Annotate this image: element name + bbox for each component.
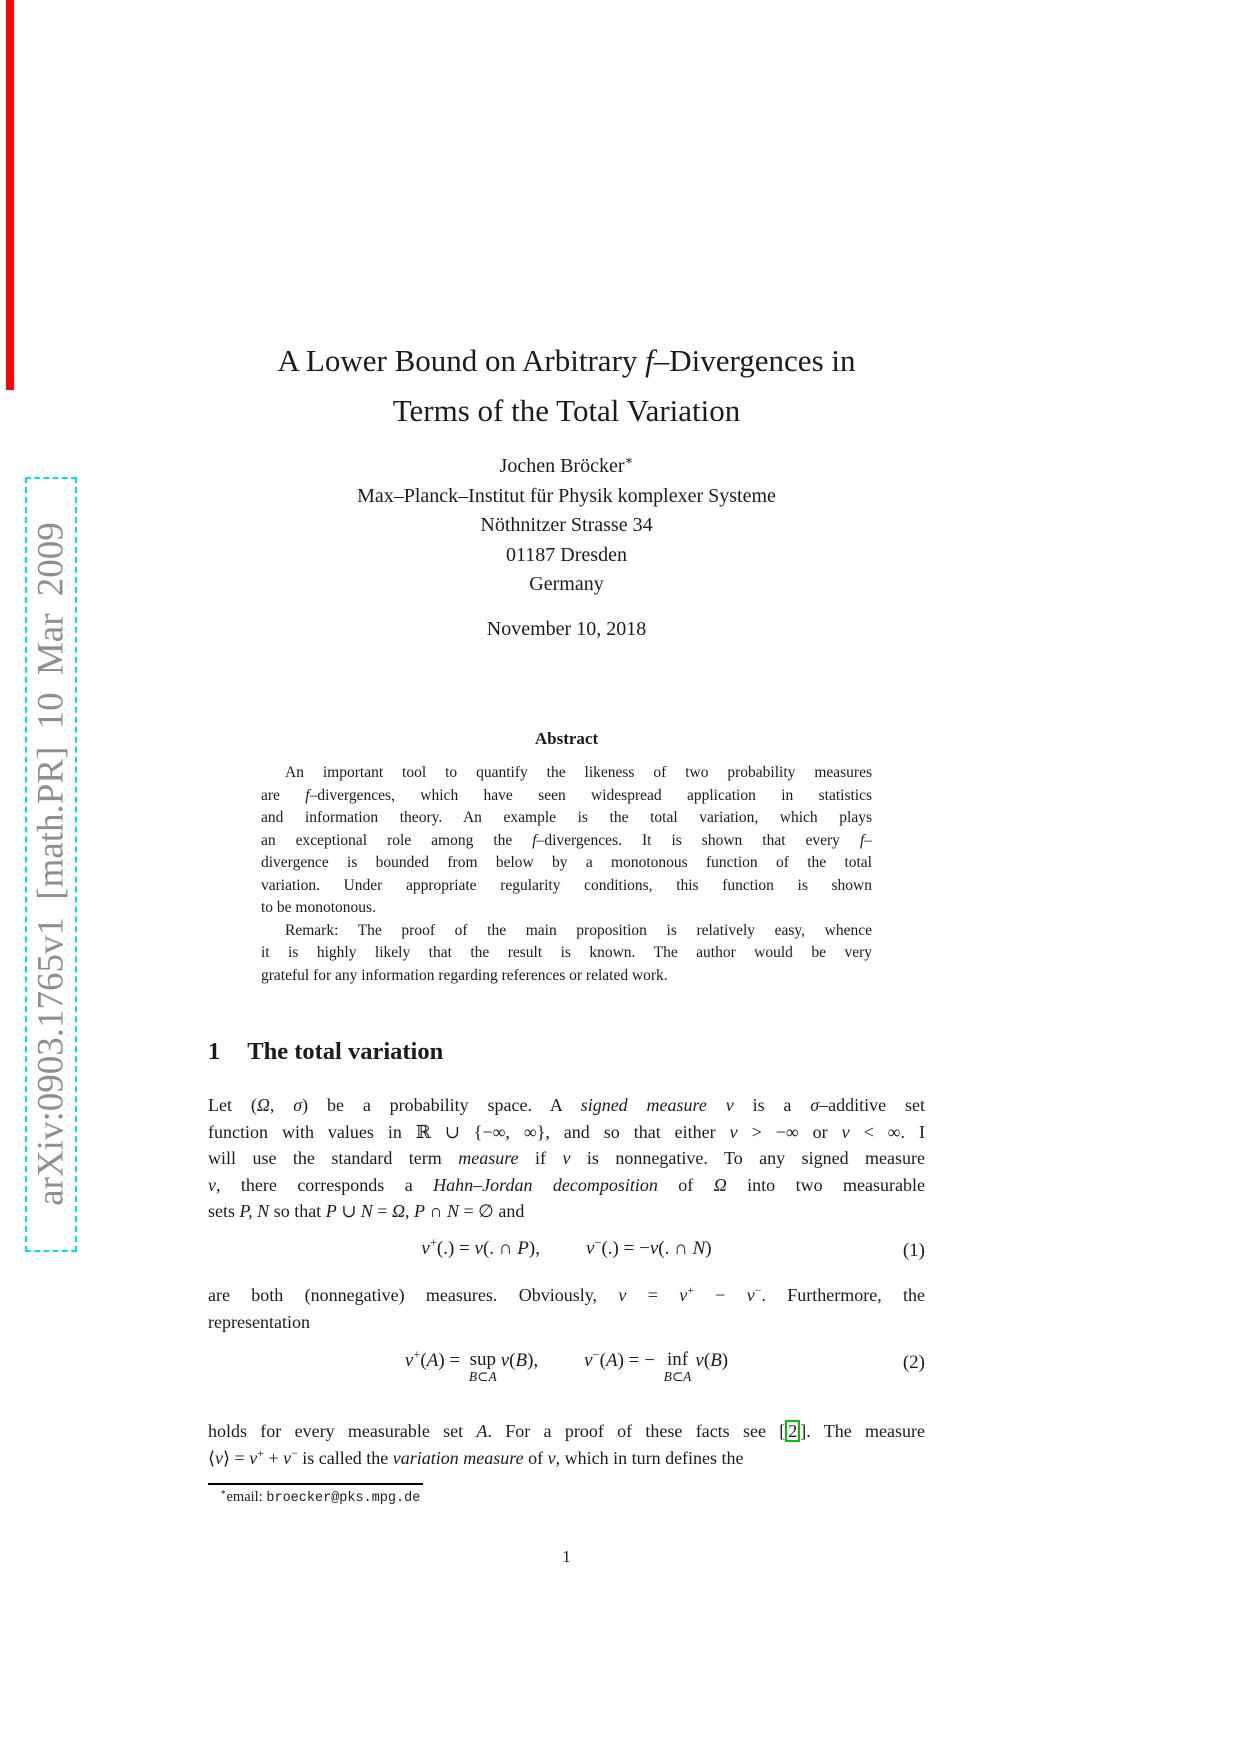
- text-segment: σ: [293, 1095, 303, 1115]
- text-segment: measure: [458, 1148, 519, 1168]
- equation-2-part-c: [584, 1347, 660, 1371]
- equation-1: [208, 1235, 925, 1261]
- text-segment: Terms of the Total Variation: [392, 393, 741, 428]
- text-segment: of: [523, 1447, 548, 1468]
- text-segment: ν: [547, 1447, 556, 1468]
- text-segment: Ω: [713, 1174, 727, 1195]
- text-segment: ⟩ =: [223, 1447, 250, 1468]
- text-segment: =: [372, 1201, 392, 1221]
- text-segment: ν: [618, 1285, 627, 1305]
- text-segment: ∪: [336, 1201, 361, 1221]
- text-segment: ) =: [438, 1350, 465, 1371]
- text-segment: A Lower Bound on Arbitrary: [277, 343, 646, 378]
- text-segment: ν: [725, 1095, 734, 1115]
- text-segment: divergence is bounded from below by a monotonous function of the total: [261, 854, 872, 871]
- text-line: [208, 1092, 925, 1119]
- text-line: [208, 1445, 925, 1472]
- text-line: [208, 1119, 925, 1146]
- text-segment: +: [687, 1283, 694, 1297]
- text-segment: ν: [421, 1238, 430, 1259]
- text-segment: ]. The measure: [800, 1421, 926, 1441]
- text-segment: [707, 1095, 726, 1115]
- text-line: [208, 452, 925, 482]
- text-segment: ν: [562, 1148, 571, 1168]
- text-segment: =: [626, 1285, 680, 1305]
- text-segment: is a: [733, 1095, 811, 1115]
- text-segment: Let (: [208, 1095, 257, 1115]
- text-segment: ν: [474, 1238, 483, 1259]
- text-segment: +: [429, 1235, 437, 1250]
- text-segment: ) = −: [617, 1350, 660, 1371]
- text-segment: N: [446, 1201, 459, 1221]
- footnote-label: email:: [226, 1489, 267, 1505]
- text-segment: ),: [527, 1350, 539, 1371]
- text-line: [261, 830, 872, 853]
- text-segment: is called the: [297, 1447, 393, 1468]
- text-segment: ν: [208, 1174, 216, 1195]
- equation-1-number: (1): [902, 1240, 925, 1261]
- text-segment: +: [413, 1347, 421, 1362]
- text-segment: P: [413, 1201, 425, 1221]
- text-segment: A: [426, 1350, 439, 1371]
- equation-2: [208, 1347, 925, 1384]
- text-segment: Max–Planck–Institut für Physik komplexer Systeme: [357, 484, 776, 507]
- email-address: broecker@pks.mpg.de: [266, 1491, 421, 1506]
- text-segment: f: [645, 343, 654, 378]
- text-segment: ν: [215, 1447, 224, 1468]
- text-segment: ν: [841, 1121, 850, 1142]
- citation-link[interactable]: 2: [785, 1420, 800, 1442]
- text-line: [261, 762, 872, 785]
- equation-gap: [540, 1238, 586, 1260]
- sup-operator: sup B⊂A: [468, 1349, 497, 1384]
- author-block: [208, 452, 925, 600]
- text-line: [208, 1198, 925, 1225]
- text-segment: ): [705, 1238, 712, 1259]
- text-segment: +: [257, 1445, 264, 1460]
- text-segment: –additive set: [819, 1095, 926, 1115]
- text-segment: are both (nonnegative) measures. Obviously,: [208, 1285, 619, 1305]
- text-segment: so that: [269, 1201, 326, 1221]
- text-line: [208, 1309, 925, 1336]
- text-segment: N: [360, 1201, 373, 1221]
- text-segment: if: [518, 1148, 563, 1168]
- abstract-heading: Abstract: [534, 729, 599, 748]
- text-line: [261, 807, 872, 830]
- text-segment: 01187 Dresden: [506, 543, 627, 566]
- text-line: [208, 1172, 925, 1199]
- arxiv-watermark-text: arXiv:0903.1765v1 [math.PR] 10 Mar 2009: [30, 522, 72, 1206]
- footnote: [208, 1489, 925, 1506]
- text-segment: ⊂: [477, 1368, 489, 1384]
- text-segment: ν: [679, 1285, 688, 1305]
- text-line: [208, 482, 925, 512]
- text-segment: f: [305, 786, 310, 804]
- text-segment: (: [420, 1350, 427, 1371]
- text-segment: −: [754, 1283, 762, 1297]
- text-line: [208, 511, 925, 541]
- text-line: [261, 920, 872, 943]
- text-segment: ν: [746, 1285, 755, 1305]
- text-line: [208, 1145, 925, 1172]
- equation-2-part-b: [501, 1350, 538, 1371]
- text-line: [208, 1282, 925, 1309]
- text-segment: +: [263, 1447, 284, 1468]
- paper-title: [208, 336, 925, 436]
- text-segment: is nonnegative. To any signed measure: [570, 1148, 926, 1168]
- text-segment: ,: [404, 1201, 414, 1221]
- text-line: [261, 897, 872, 920]
- text-segment: representation: [208, 1311, 310, 1332]
- text-segment: Jochen Bröcker: [499, 455, 625, 477]
- text-segment: > −∞ or: [737, 1121, 842, 1142]
- text-segment: to be monotonous.: [261, 899, 376, 916]
- text-segment: sets: [208, 1201, 240, 1221]
- text-segment: Hahn–Jordan decomposition: [433, 1174, 658, 1195]
- text-segment: −: [594, 1235, 602, 1250]
- equation-2-part-a: [404, 1347, 465, 1371]
- text-segment: ⟨: [208, 1447, 216, 1468]
- text-segment: P: [517, 1238, 529, 1259]
- text-segment: . Furthermore, the: [761, 1285, 926, 1305]
- text-line: [208, 1235, 925, 1260]
- text-segment: (: [599, 1350, 606, 1371]
- text-line: [208, 570, 925, 600]
- text-segment: B: [710, 1350, 722, 1371]
- text-segment: ∗: [624, 452, 634, 468]
- footnote-marker: ∗: [220, 1487, 227, 1499]
- equation-1-body: [208, 1235, 925, 1260]
- text-segment: –Divergences in: [653, 343, 856, 378]
- text-segment: signed measure: [580, 1095, 707, 1115]
- text-line: [261, 875, 872, 898]
- text-segment: , which in turn defines the: [555, 1447, 744, 1468]
- text-line: [261, 852, 872, 875]
- text-segment: will use the standard term: [208, 1148, 459, 1168]
- text-segment: (: [509, 1350, 516, 1371]
- text-segment: are: [261, 786, 306, 804]
- text-segment: Remark: The proof of the main proposition is relatively easy, whence: [285, 921, 872, 939]
- text-segment: A: [476, 1421, 488, 1441]
- text-segment: (. ∩: [482, 1238, 518, 1259]
- text-segment: ν: [249, 1447, 258, 1468]
- text-segment: (. ∩: [658, 1238, 693, 1259]
- body-paragraph-1: [208, 1092, 925, 1225]
- equation-2-part-d: [695, 1350, 728, 1371]
- text-line: [208, 1418, 925, 1445]
- text-segment: −: [693, 1285, 747, 1305]
- text-segment: –: [864, 831, 872, 849]
- text-segment: A: [488, 1368, 497, 1384]
- text-segment: (.) = −: [601, 1238, 650, 1259]
- text-segment: ν: [584, 1350, 593, 1371]
- text-segment: < ∞. I: [849, 1121, 925, 1142]
- section-heading: [208, 1038, 925, 1066]
- sup-limit: [469, 1370, 497, 1384]
- text-segment: ) be a probability space. A: [302, 1095, 581, 1115]
- text-segment: –divergences. It is shown that every: [536, 831, 860, 849]
- text-segment: ): [721, 1350, 729, 1371]
- text-segment: (: [703, 1350, 711, 1371]
- body-paragraph-2: [208, 1282, 925, 1335]
- text-segment: P: [325, 1201, 337, 1221]
- text-line: [208, 541, 925, 571]
- text-segment: σ: [810, 1095, 820, 1115]
- inf-operator: inf B⊂A: [663, 1349, 692, 1384]
- abstract-body: [261, 762, 872, 987]
- text-segment: ν: [404, 1350, 414, 1371]
- text-segment: = ∅ and: [459, 1201, 525, 1221]
- text-segment: ν: [649, 1238, 659, 1259]
- text-segment: an exceptional role among the: [261, 831, 533, 849]
- text-segment: ν: [500, 1350, 510, 1371]
- text-segment: variation measure: [392, 1447, 524, 1468]
- text-segment: ν: [585, 1238, 595, 1259]
- text-segment: variation. Under appropriate regularity conditions, this function is shown: [261, 876, 872, 894]
- text-segment: Ω: [391, 1201, 405, 1221]
- text-line: [208, 336, 925, 386]
- text-segment: Germany: [529, 573, 604, 595]
- text-segment: ⊂: [671, 1368, 684, 1384]
- text-segment: B: [515, 1350, 528, 1371]
- text-segment: ∩: [424, 1201, 447, 1221]
- text-line: [261, 785, 872, 808]
- text-segment: A: [683, 1368, 692, 1384]
- text-segment: −: [291, 1445, 298, 1460]
- inf-limit: [664, 1370, 692, 1384]
- text-segment: into two measurable: [726, 1174, 925, 1195]
- text-segment: function with values in ℝ ∪ {−∞, ∞}, and so that either: [208, 1121, 730, 1142]
- text-line: [208, 386, 925, 436]
- text-segment: Nöthnitzer Strasse 34: [480, 514, 653, 536]
- section-number: 1: [208, 1038, 221, 1065]
- text-segment: B: [468, 1368, 478, 1384]
- footnote-rule: [208, 1483, 423, 1485]
- text-segment: f: [859, 831, 865, 849]
- text-segment: An important tool to quantify the likeness of two probability measures: [285, 764, 872, 781]
- text-segment: . For a proof of these facts see [: [487, 1421, 786, 1441]
- paper-date: November 10, 2018: [486, 618, 647, 640]
- text-segment: −: [592, 1347, 600, 1362]
- page-number: 1: [562, 1547, 571, 1566]
- text-line: [261, 942, 872, 965]
- text-column: [208, 0, 925, 1755]
- text-segment: A: [605, 1350, 618, 1371]
- text-segment: P, N: [239, 1201, 270, 1221]
- text-segment: B: [663, 1368, 672, 1384]
- text-segment: , there corresponds a: [216, 1174, 434, 1195]
- text-segment: ν: [695, 1350, 704, 1371]
- text-segment: N: [692, 1238, 706, 1259]
- text-segment: ),: [528, 1238, 540, 1259]
- left-edge-red-artifact: [6, 0, 14, 390]
- text-segment: it is highly likely that the result is known. The author would be very: [261, 944, 872, 961]
- text-segment: ν: [729, 1121, 738, 1142]
- text-segment: holds for every measurable set: [208, 1421, 477, 1441]
- section-title: The total variation: [247, 1038, 444, 1065]
- text-line: [261, 965, 872, 988]
- text-segment: grateful for any information regarding references or related work.: [261, 966, 668, 984]
- text-segment: Ω: [256, 1095, 270, 1115]
- text-segment: –divergences, which have seen widespread application in statistics: [309, 786, 873, 804]
- text-segment: and information theory. An example is the total variation, which plays: [261, 809, 872, 826]
- text-segment: (.) =: [436, 1238, 475, 1259]
- body-paragraph-3: [208, 1418, 925, 1471]
- text-segment: ,: [269, 1095, 294, 1115]
- text-segment: of: [657, 1174, 714, 1195]
- text-segment: ν: [283, 1447, 292, 1468]
- equation-2-number: (2): [902, 1352, 925, 1373]
- text-segment: f: [532, 831, 537, 849]
